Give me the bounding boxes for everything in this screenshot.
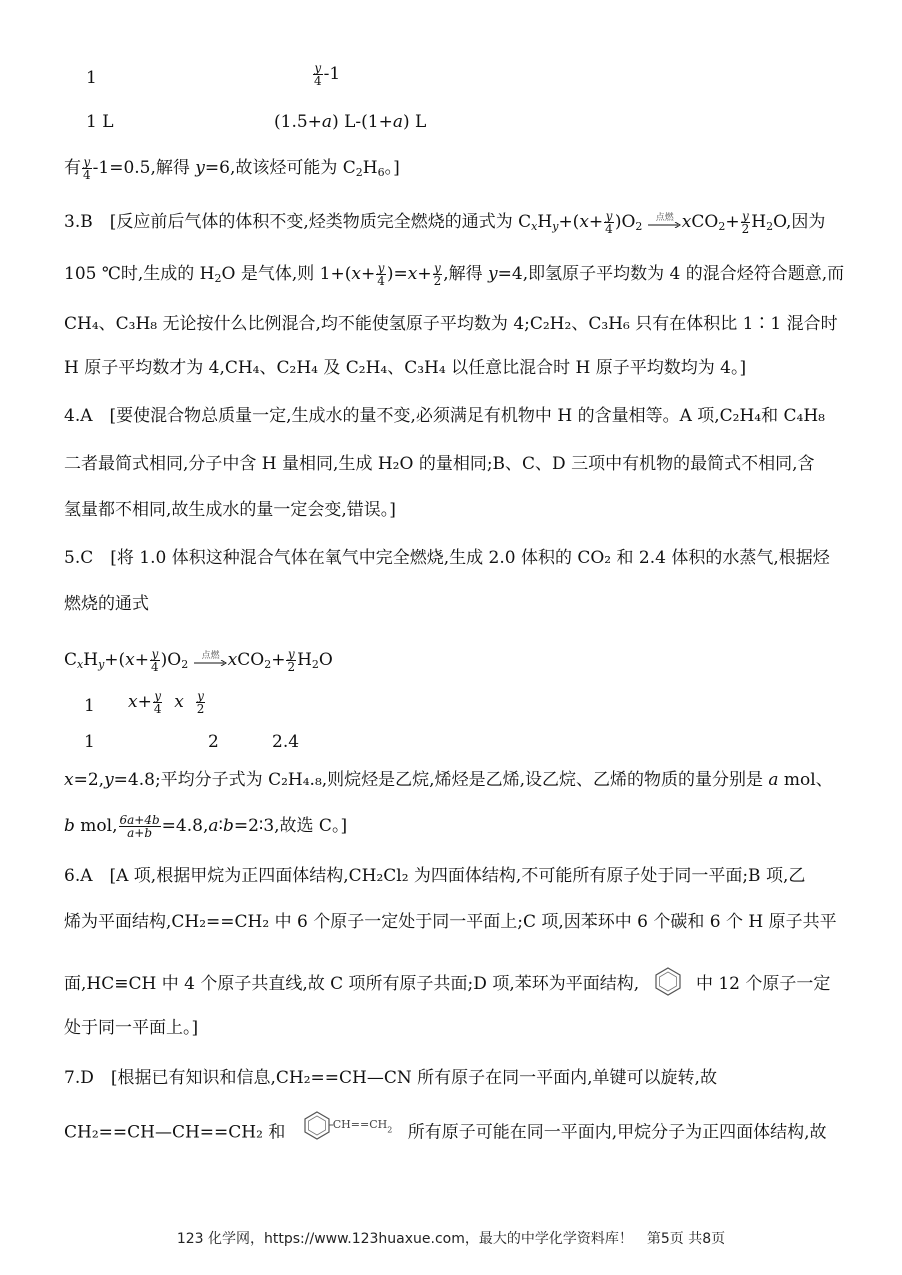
- reaction-arrow: 点燃: [194, 654, 228, 668]
- q5-line-6: x=2,y=4.8;平均分子式为 C₂H₄.₈,则烷烃是乙烷,烯烃是乙烯,设乙烷、乙烯的物质的量分别是 a mol、: [64, 770, 833, 790]
- reaction-arrow: 点燃: [648, 216, 682, 230]
- q5-equation: $C_xH_y+(x+$ $\frac{y}{4}$ )$O_2$ 点燃 xCO$_2$+ $\frac{y}{2}$ $H_2O$: [64, 647, 333, 674]
- q3-line-4: H 原子平均数才为 4,CH₄、C₂H₄ 及 C₂H₄、C₃H₄ 以任意比混合时 H 原子平均数均为 4。]: [64, 358, 747, 378]
- text: 1 L: [86, 112, 114, 132]
- row-3: 有 $\frac{y}{4}$ -1=0.5,解得 y=6,故该烃可能为 $C_2H_6$。]: [64, 155, 400, 182]
- q6-line-3: 面,HC≡CH 中 4 个原子共直线,故 C 项所有原子共面;D 项,苯环为平面结构, 中 12 个原子一定: [64, 966, 844, 1003]
- text: 1: [86, 68, 97, 88]
- q5-line-1: 5.C [将 1.0 体积这种混合气体在氧气中完全燃烧,生成 2.0 体积的 CO₂ 和 2.4 体积的水蒸气,根据烃: [64, 548, 830, 568]
- q4-line-2: 二者最简式相同,分子中含 H 量相同,生成 H₂O 的量相同;B、C、D 三项中有机物的最简式不相同,含: [64, 454, 815, 474]
- q7-line-2: CH₂==CH—CH==CH₂ 和 $CH==CH_2$ 所有原子可能在同一平面内,甲烷分子为正四面体结构,故: [64, 1118, 844, 1148]
- q6-line-1: 6.A [A 项,根据甲烷为正四面体结构,CH₂Cl₂ 为四面体结构,不可能所有原子处于同一平面;B 项,乙: [64, 866, 806, 886]
- q5-line-7: b mol, $\frac{6a+4b}{a+b}$ =4.8,a∶b=2∶3,故选 C。]: [64, 813, 348, 840]
- q6-line-4: 处于同一平面上。]: [64, 1018, 199, 1038]
- volume-expr: (1.5+a) L-(1+a) L: [274, 112, 427, 132]
- q4-line-1: 4.A [要使混合物总质量一定,生成水的量不变,必须满足有机物中 H 的含量相等。A 项,C₂H₄和 C₄H₈: [64, 406, 825, 426]
- q5-line-2: 燃烧的通式: [64, 594, 149, 614]
- q4-line-3: 氢量都不相同,故生成水的量一定会变,错误。]: [64, 500, 396, 520]
- styrene-structure: $CH==CH_2$: [301, 1110, 393, 1140]
- fraction-expr: $\frac{y}{4}$ -1: [314, 61, 341, 88]
- page-footer: 123 化学网，https://www.123huaxue.com，最大的中学化学资料库！ 第5页 共8页: [176, 1231, 726, 1247]
- benzene-structure: [653, 966, 683, 1003]
- q6-line-2: 烯为平面结构,CH₂==CH₂ 中 6 个原子一定处于同一平面上;C 项,因苯环中 6 个碳和 6 个 H 原子共平: [64, 912, 837, 932]
- q7-line-1: 7.D [根据已有知识和信息,CH₂==CH—CN 所有原子在同一平面内,单键可以旋转,故: [64, 1068, 717, 1088]
- styrene-label: CH==CH: [332, 1118, 388, 1131]
- q3-line-1: 3.B [反应前后气体的体积不变,烃类物质完全燃烧的通式为 $C_xH_y+(x+$ $\frac{y}{4}$ )$O_2$ 点燃 xCO$_2$+ $\frac{y}{2}$ $H_2O$,因为: [64, 209, 826, 236]
- q3-line-3: CH₄、C₃H₈ 无论按什么比例混合,均不能使氢原子平均数为 4;C₂H₂、C₃H₆ 只有在体积比 1∶1 混合时: [64, 314, 838, 334]
- q3-line-2: 105 ℃时,生成的 $H_2O$ 是气体,则 1+(x+ $\frac{y}{4}$ )=x+ $\frac{y}{2}$ ,解得 y=4,即氢原子平均数为 4 的混合烃符合题意,而: [64, 261, 845, 288]
